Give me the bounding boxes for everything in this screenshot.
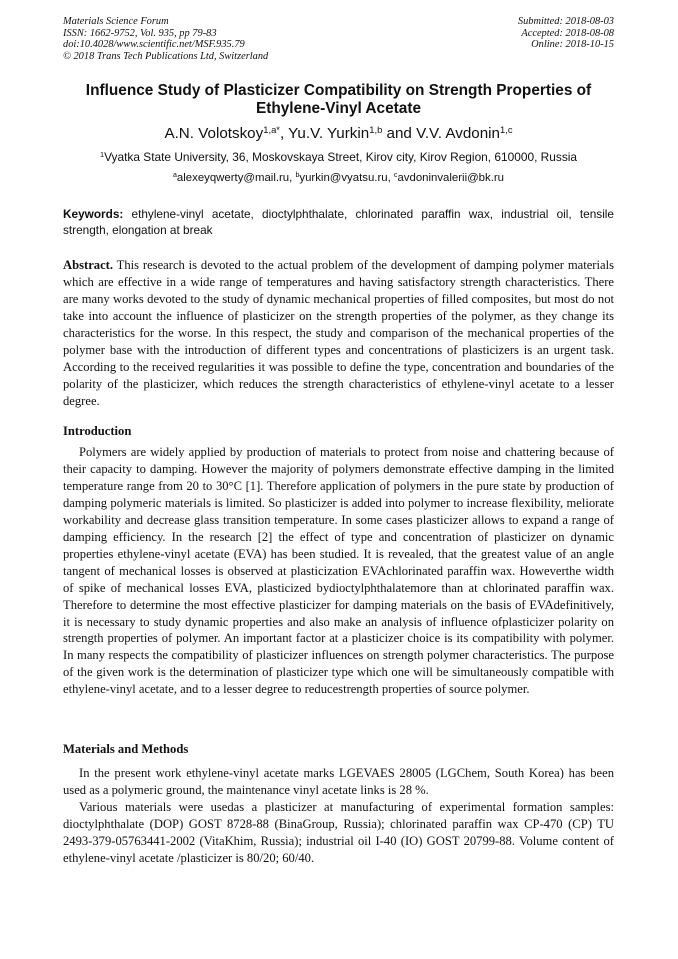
- author-sup: 1,b: [369, 123, 383, 135]
- author-list: [63, 125, 614, 143]
- email-link[interactable]: alexeyqwerty@mail.ru: [176, 172, 290, 184]
- journal-name: Materials Science Forum: [63, 16, 169, 27]
- keywords: [63, 206, 614, 238]
- author-name: Yu.V. Yurkin: [288, 125, 370, 142]
- keywords-text: ethylene-vinyl acetate, dioctylphthalate, chlorinated paraffin wax, industrial oil, tensile strength, elongation at break: [63, 207, 614, 237]
- author-sup: 1,c: [499, 123, 513, 135]
- issn-line: ISSN: 1662-9752, Vol. 935, pp 79-83: [63, 27, 217, 39]
- materials-paragraph: Various materials were usedas a plasticizer at manufacturing of experimental formation samples: dioctylphthalate (DOP) GOST 8728-88 (BinaGroup, Russia); chlorinated paraffin wax CP-470 (CP) TU 2493-379-05763441-2002 (VitaKhim, Russia); industrial oil I-40 (IO) GOST 20799-88. Volume content of ethylene-vinyl acetate /plasticizer is 80/20; 60/40.: [63, 799, 614, 865]
- affiliation: [63, 150, 614, 164]
- email-link[interactable]: yurkin@vyatsu.ru: [299, 172, 388, 184]
- affiliation-text: Vyatka State University, 36, Moskovskaya Street, Kirov city, Kirov Region, 610000, Russia: [104, 150, 578, 164]
- email-sup: c: [393, 172, 398, 180]
- abstract: [63, 257, 614, 410]
- accepted-date: Accepted: 2018-08-08: [521, 27, 614, 39]
- email-list: $^a$alexeyqwerty@mail.ru, $^b$yurkin@vyatsu.ru, $^c$avdoninvalerii@bk.ru: [173, 172, 504, 184]
- introduction-heading: Introduction: [63, 424, 132, 438]
- journal-header-right: [518, 16, 614, 51]
- materials-methods-text: [63, 765, 614, 867]
- paper-title: Influence Study of Plasticizer Compatibility on Strength Properties of Ethylene-Vinyl Acetate: [85, 82, 592, 117]
- submitted-date: Submitted: 2018-08-03: [517, 16, 614, 27]
- author-name: V.V. Avdonin: [416, 125, 500, 142]
- copyright-line: © 2018 Trans Tech Publications Ltd, Switzerland: [63, 50, 269, 62]
- abstract-text: This research is devoted to the actual problem of the development of damping polymer materials which are effective in a wide range of temperatures and having satisfactory strength characteristics. There are many works devoted to the study of dynamic mechanical properties of filled composites, but most do not take into account the influence of plasticizer on the strength properties of the polymer, as they change its characteristics for the worse. In this respect, the study and comparison of the mechanical properties of the polymer base with the introduction of different types and concentrations of plasticizers is an urgent task. According to the received regularities it was possible to define the type, concentration and boundaries of the polarity of the plasticizer, which reduces the strength characteristics of ethylene-vinyl acetate to a lesser degree.: [63, 258, 614, 408]
- author-separator: and: [382, 125, 417, 142]
- keywords-label: Keywords:: [63, 207, 124, 221]
- introduction-paragraph: Polymers are widely applied by production of materials to protect from noise and chattering because of their capacity to damping. However the majority of polymers demonstrate effective damping in the limited temperature range from 20 to 30°C [1]. Therefore application of polymers in the pure state by production of damping polymeric materials is limited. So plasticizer is added into polymer to increase flexibility, meliorate workability and decrease glass transition temperature. In some cases plasticizer allows to expand a range of damping efficiency. In the research [2] the effect of type and concentration of plasticizer on dynamic properties ethylene-vinyl acetate (EVA) has been studied. It is revealed, that the greatest value of an angle tangent of mechanical losses is observed at plasticization EVAchlorinated paraffin wax. Howeverthe width of spike of mechanical losses EVA, plasticized bydioctylphthalatemore than at chlorinated paraffin wax. Therefore to determine the most effective plasticizer for damping materials on the basis of EVAdefinitively, it is necessary to study dynamic properties and also make an analysis of influence ofplasticizer polarity on strength properties of polymer. An important factor at a plasticizer choice is its compatibility with polymer. In many respects the compatibility of plasticizer influences on strength polymer characteristics. The purpose of the given work is the determination of plasticizer type which one will be simultaneously compatible with ethylene-vinyl acetate, and to a lesser degree to reducestrength properties of source polymer.: [63, 445, 614, 697]
- materials-methods-heading: Materials and Methods: [63, 742, 189, 756]
- email-link[interactable]: avdoninvalerii@bk.ru: [397, 172, 504, 184]
- introduction-text: [63, 444, 614, 698]
- abstract-label: Abstract.: [63, 258, 114, 272]
- author-separator: ,: [279, 125, 289, 142]
- doi-line: doi:10.4028/www.scientific.net/MSF.935.79: [63, 39, 245, 51]
- author-sup: 1,a*: [263, 123, 280, 135]
- email-sup: b: [295, 172, 300, 180]
- journal-header-left: [63, 16, 268, 62]
- affiliation-sup: 1: [99, 149, 105, 159]
- email-sup: a: [173, 172, 177, 180]
- materials-paragraph: In the present work ethylene-vinyl acetate marks LGEVAES 28005 (LGChem, South Korea) has been used as a polymeric ground, the maintenance vinyl acetate links is 28 %.: [63, 766, 614, 797]
- author-name: A.N. Volotskoy: [164, 125, 264, 142]
- online-date: Online: 2018-10-15: [531, 39, 614, 51]
